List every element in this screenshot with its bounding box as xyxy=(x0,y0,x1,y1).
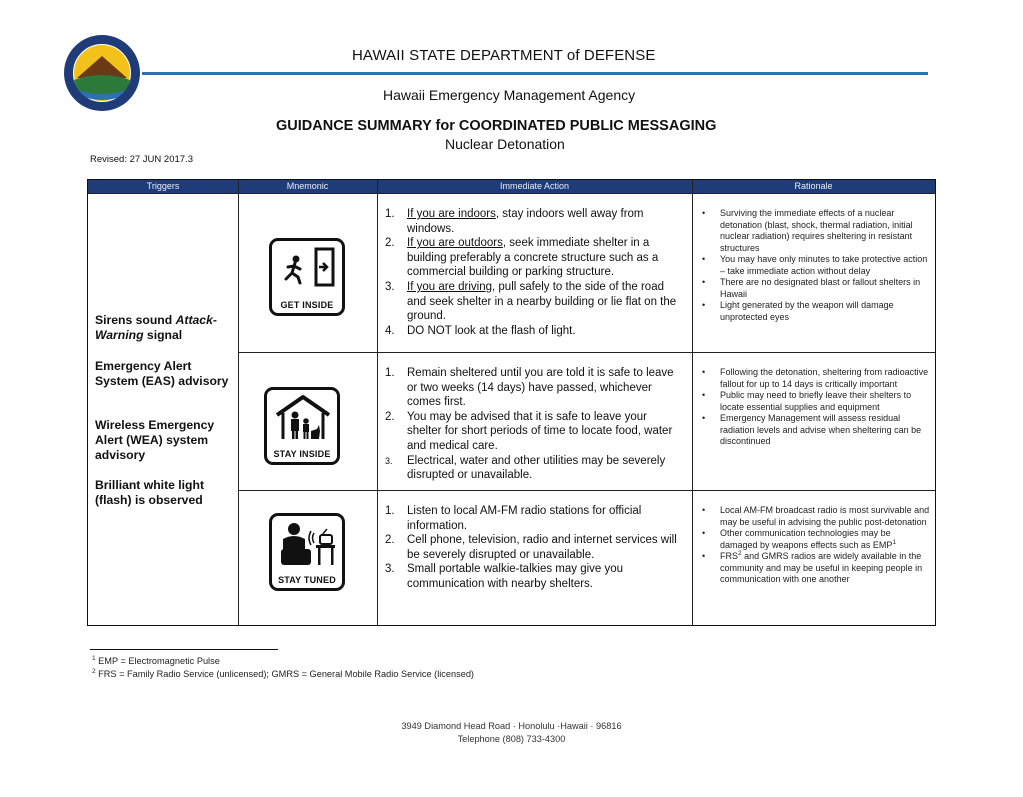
list-item: 1. If you are indoors, stay indoors well away from windows. xyxy=(385,208,644,235)
row-divider xyxy=(238,352,935,353)
column-divider xyxy=(238,180,239,625)
row-divider xyxy=(88,193,935,194)
trigger-eas: Emergency Alert System (EAS) advisory xyxy=(95,359,229,388)
list-item: • You may have only minutes to take protective action – take immediate action without delay xyxy=(702,254,928,276)
mnemonic-label: STAY TUNED xyxy=(278,575,336,585)
department-title: HAWAII STATE DEPARTMENT of DEFENSE xyxy=(352,47,656,64)
actions-stay-inside xyxy=(385,366,683,483)
list-item: • Public may need to briefly leave their shelters to locate essential supplies and equipment xyxy=(702,390,912,412)
trigger-sirens: Sirens sound Attack-Warning signal xyxy=(95,313,217,342)
column-header-immediate-action: Immediate Action xyxy=(499,181,570,191)
list-item: 3. Electrical, water and other utilities may be severely disrupted or unavailable. xyxy=(385,454,666,482)
rationale-stay-inside xyxy=(698,367,930,448)
mnemonic-label: STAY INSIDE xyxy=(273,449,331,459)
list-item: 3. If you are driving, pull safely to the side of the road and seek shelter in a nearby building or lie flat on the ground. xyxy=(385,280,677,323)
footnote-rule xyxy=(90,649,278,650)
column-header-mnemonic: Mnemonic xyxy=(286,181,329,191)
stay-inside-sign xyxy=(264,387,340,465)
list-item: 2. You may be advised that it is safe to leave your shelter for short periods of time to locate food, water and medical care. xyxy=(385,410,673,452)
column-header-triggers: Triggers xyxy=(146,181,180,191)
list-item: • Other communication technologies may be damaged by weapons effects such as EMP$^1$ xyxy=(702,528,897,550)
actions-get-inside xyxy=(385,207,683,338)
guidance-table xyxy=(87,179,936,626)
list-item: • Light generated by the weapon will damage unprotected eyes xyxy=(702,300,894,322)
document-title: GUIDANCE SUMMARY for COORDINATED PUBLIC MESSAGING xyxy=(276,118,717,134)
running-person-door-icon xyxy=(278,245,338,289)
list-item: • FRS$^2$ and GMRS radios are widely available in the community and may be useful in keeping people in communication with one another xyxy=(702,550,923,584)
mnemonic-label: GET INSIDE xyxy=(280,300,334,310)
actions-stay-tuned xyxy=(385,504,683,592)
get-inside-sign xyxy=(269,238,345,316)
list-item: 1. Listen to local AM-FM radio stations for official information. xyxy=(385,505,642,532)
trigger-wea: Wireless Emergency Alert (WEA) system advisory xyxy=(95,418,215,462)
footnote-emp: $^1$ EMP = Electromagnetic Pulse xyxy=(92,654,220,666)
footer-address: 3949 Diamond Head Road · Honolulu ·Hawaii · 96816 xyxy=(401,721,622,731)
list-item: 3. Small portable walkie-talkies may give you communication with nearby shelters. xyxy=(385,563,624,590)
revision-date: Revised: 27 JUN 2017.3 xyxy=(90,154,193,165)
list-item: 1. Remain sheltered until you are told it is safe to leave or two weeks (14 days) have passed, whichever comes first. xyxy=(385,367,674,409)
trigger-flash: Brilliant white light (flash) is observed xyxy=(95,478,205,507)
column-divider xyxy=(377,180,378,625)
list-item: 2. If you are outdoors, seek immediate shelter in a building preferably a concrete structure such as a commercial building or parking structure. xyxy=(385,237,659,279)
stay-tuned-sign xyxy=(269,513,345,591)
rationale-get-inside xyxy=(698,208,930,323)
list-item: • Following the detonation, sheltering from radioactive fallout for up to 14 days is critically important xyxy=(702,367,929,389)
list-item: • Emergency Management will assess residual radiation levels and advise when sheltering can be discontinued xyxy=(702,413,922,446)
document-subtitle: Nuclear Detonation xyxy=(445,136,565,152)
list-item: 2. Cell phone, television, radio and internet services will be severely disrupted or unavailable. xyxy=(385,534,677,561)
state-seal-logo xyxy=(63,34,141,112)
list-item: • Surviving the immediate effects of a nuclear detonation (blast, shock, thermal radiation, initial nuclear radiation) requires sheltering in resistant structures xyxy=(702,208,913,253)
list-item: • Local AM-FM broadcast radio is most survivable and may be useful in advising the public post-detonation xyxy=(702,505,930,527)
house-with-people-icon xyxy=(273,393,333,441)
column-divider xyxy=(692,180,693,625)
header-rule xyxy=(142,72,928,75)
rationale-stay-tuned xyxy=(698,505,930,586)
person-with-radio-icon xyxy=(277,519,339,567)
column-header-rationale: Rationale xyxy=(794,181,833,191)
list-item: • There are no designated blast or fallout shelters in Hawaii xyxy=(702,277,921,299)
agency-name: Hawaii Emergency Management Agency xyxy=(383,87,636,103)
footer-phone: Telephone (808) 733-4300 xyxy=(457,734,566,744)
list-item: 4. DO NOT look at the flash of light. xyxy=(385,324,576,337)
footnote-frs-gmrs: $^2$ FRS = Family Radio Service (unlicensed); GMRS = General Mobile Radio Service (licensed) xyxy=(92,667,474,679)
row-divider xyxy=(238,490,935,491)
